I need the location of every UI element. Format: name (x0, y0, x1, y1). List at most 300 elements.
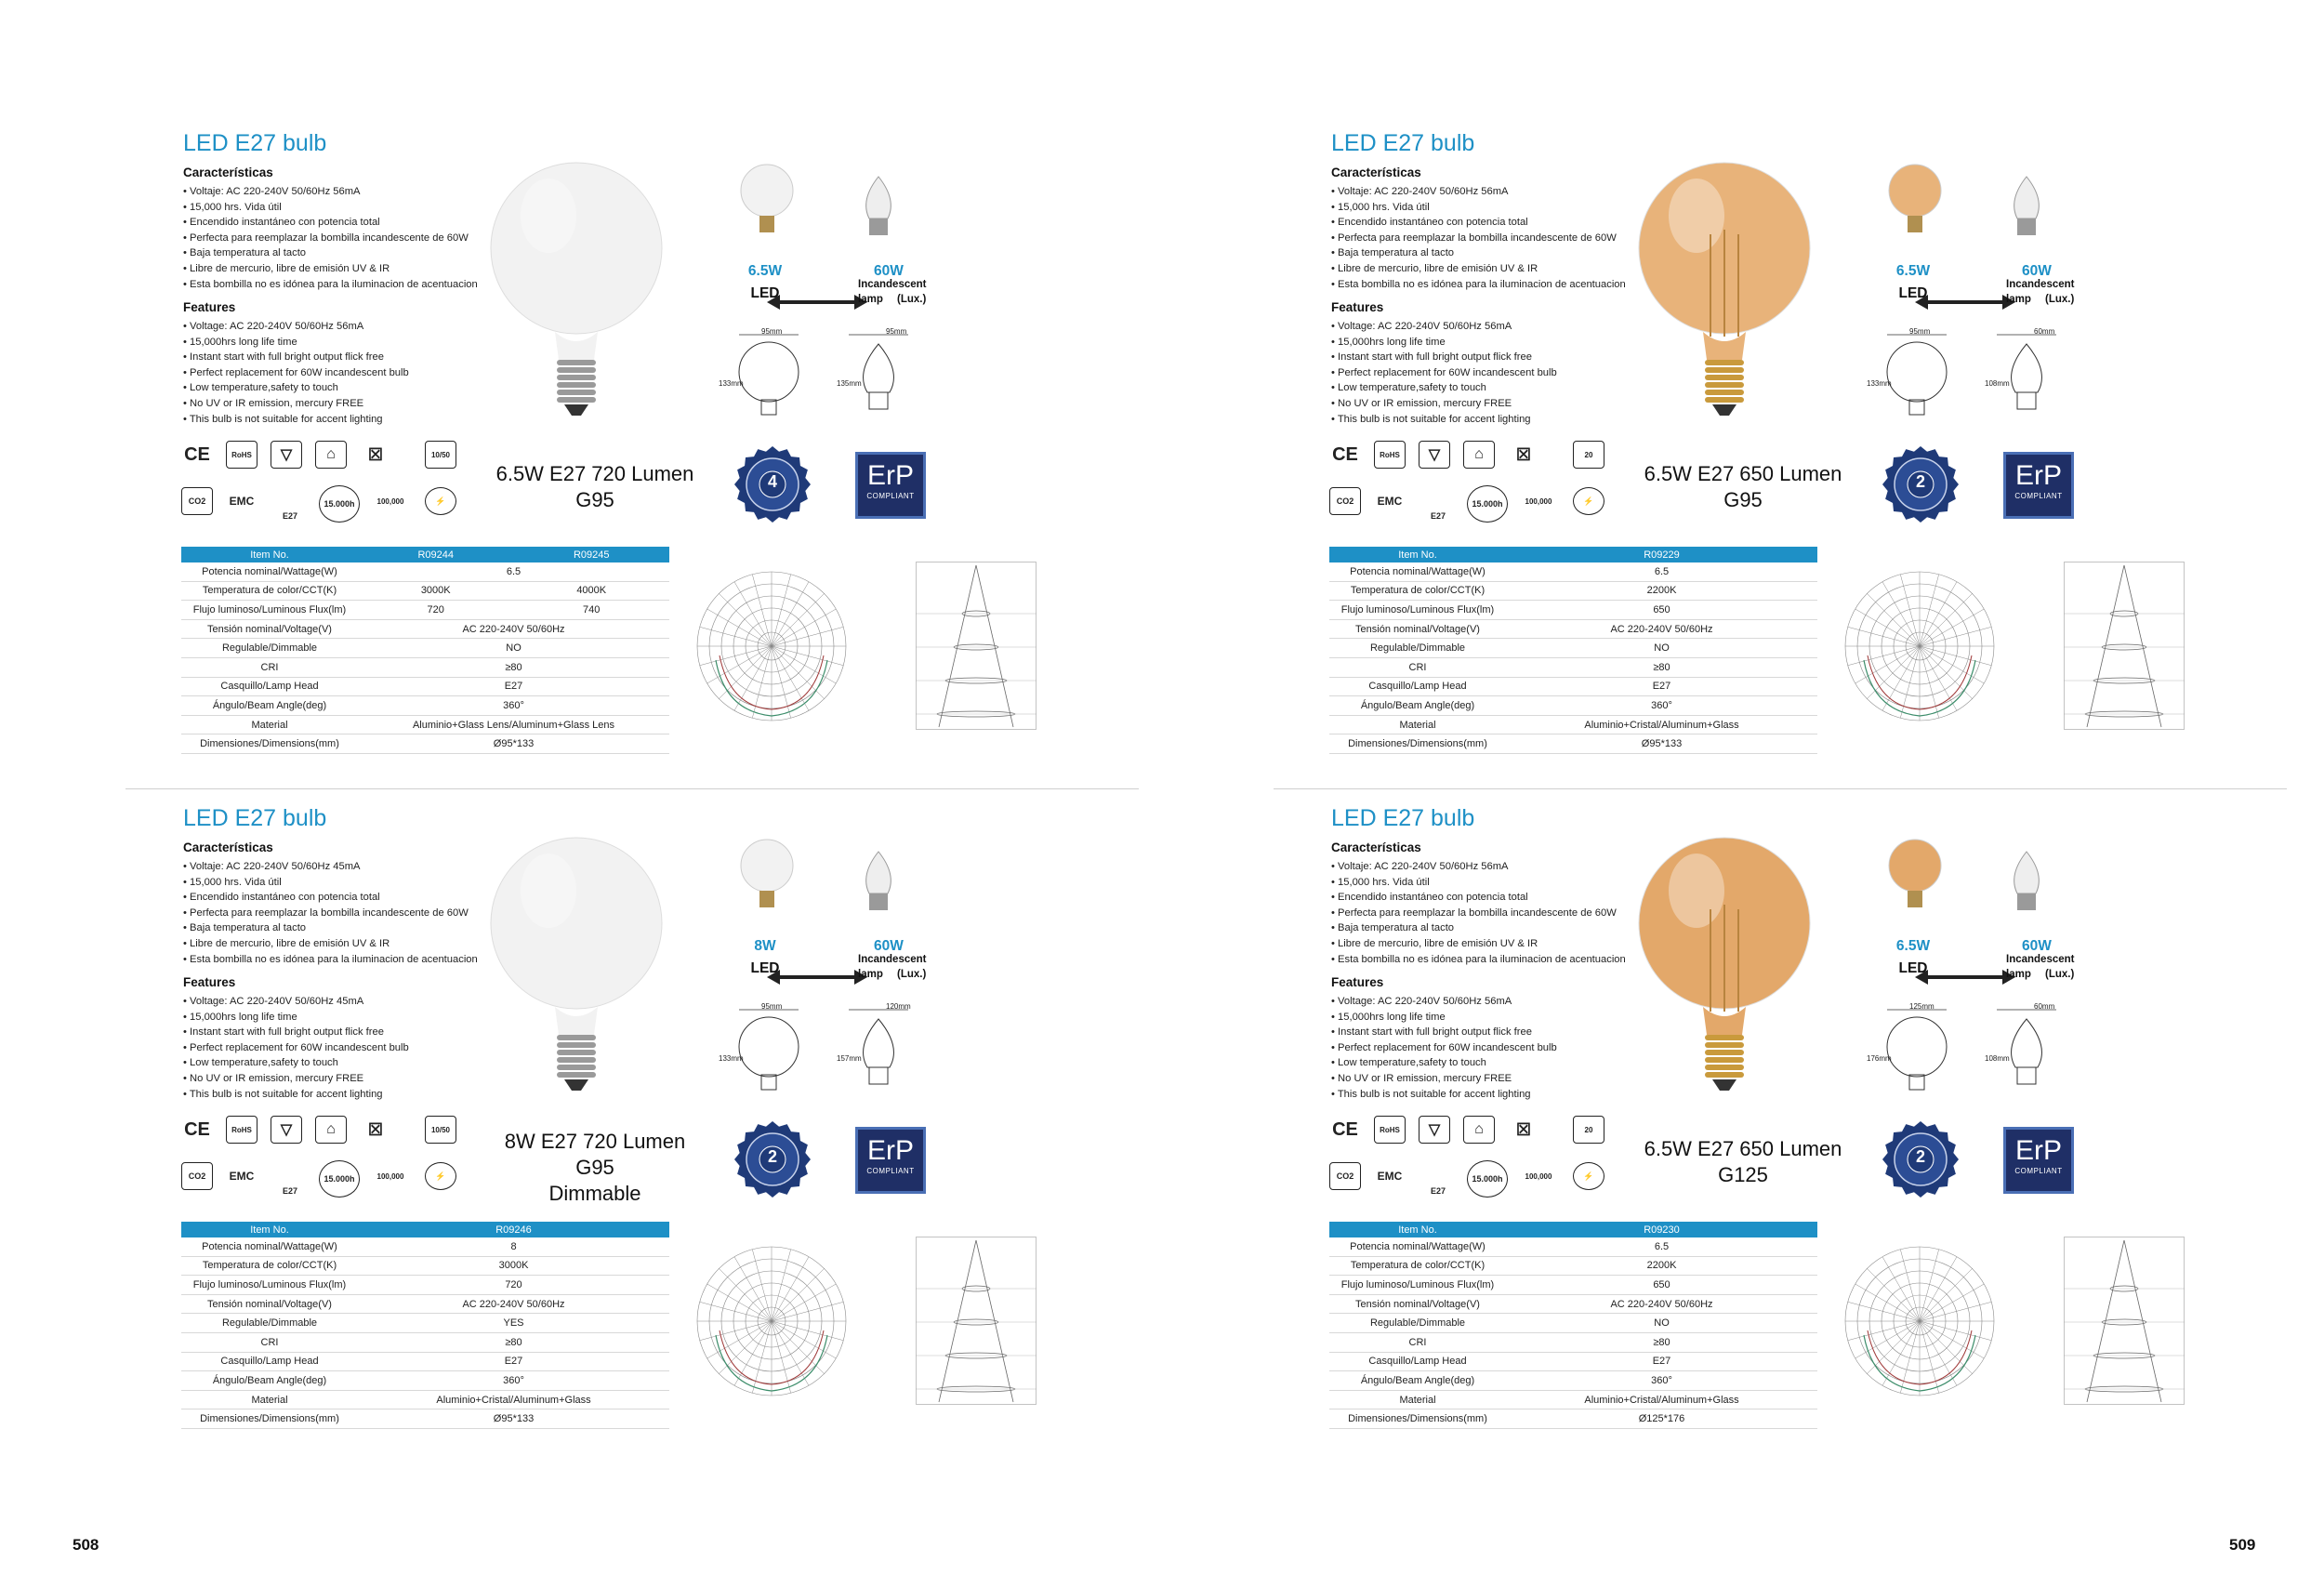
co2-icon: CO2 (1329, 1162, 1361, 1190)
row-value: 6.5 (358, 562, 669, 581)
spec-item: • Esta bombilla no es idónea para la iluminacion de acentuacion (183, 277, 478, 293)
spec-item: • This bulb is not suitable for accent lighting (1331, 1087, 1557, 1103)
divider-left (125, 788, 1139, 789)
row-value: NO (1506, 1314, 1817, 1333)
table-row (181, 1237, 669, 1256)
table-row (181, 619, 669, 639)
spec-list-en (183, 994, 409, 1102)
spec-list-en (183, 319, 409, 427)
incandescent-label: Incandescent (2006, 279, 2075, 290)
table-row (1329, 639, 1817, 658)
row-value: Ø125*176 (1506, 1409, 1817, 1429)
table-row (1329, 1294, 1817, 1314)
table-row (181, 639, 669, 658)
table-header-row (181, 547, 669, 562)
row-value: Ø95*133 (358, 1409, 669, 1429)
spec-item: • Libre de mercurio, libre de emisión UV & IR (183, 261, 478, 277)
row-label: Tensión nominal/Voltage(V) (181, 1294, 358, 1314)
product-name-line: 6.5W E27 650 Lumen (1644, 462, 1842, 485)
table-row (181, 1352, 669, 1371)
spec-item: • Baja temperatura al tacto (1331, 920, 1626, 936)
spec-item: • Perfect replacement for 60W incandescent bulb (1331, 1040, 1557, 1056)
lamp-label: lamp (858, 294, 883, 305)
bulb-image (1636, 151, 1813, 420)
led-dim-width: 125mm (1909, 1002, 1934, 1011)
heading-caracteristicas: Características (183, 165, 273, 179)
warranty-years: 2 (1915, 1147, 1925, 1166)
row-label: Potencia nominal/Wattage(W) (1329, 562, 1506, 581)
indoor-use-icon: ⌂ (1463, 441, 1495, 469)
row-value: Aluminio+Cristal/Aluminum+Glass (1506, 1390, 1817, 1409)
table-header-row (181, 1222, 669, 1237)
rohs-icon: RoHS (1374, 1116, 1406, 1144)
row-value: 650 (1506, 601, 1817, 620)
inc-dim-height: 108mm (1985, 1054, 2010, 1063)
spec-item: • Voltage: AC 220-240V 50/60Hz 56mA (1331, 994, 1557, 1010)
erp-compliant-label: COMPLIANT (866, 1167, 915, 1175)
incandescent-label: Incandescent (858, 954, 927, 965)
spec-item: • No UV or IR emission, mercury FREE (183, 1071, 409, 1087)
row-value: 360° (1506, 696, 1817, 716)
row-value: 650 (1506, 1276, 1817, 1295)
table-row (181, 657, 669, 677)
spec-item: • 15,000hrs long life time (183, 1010, 409, 1026)
row-label: Casquillo/Lamp Head (181, 677, 358, 696)
row-label: Temperatura de color/CCT(K) (181, 1256, 358, 1276)
f-mark-icon: ▽ (271, 1116, 302, 1144)
row-value: Aluminio+Cristal/Aluminum+Glass (358, 1390, 669, 1409)
row-value: 720 (358, 1276, 669, 1295)
warranty-years: 2 (767, 1147, 777, 1166)
spec-item: • Perfect replacement for 60W incandescent bulb (183, 1040, 409, 1056)
erp-label: ErP (866, 1135, 914, 1166)
row-value: ≥80 (1506, 657, 1817, 677)
divider-right (1274, 788, 2287, 789)
ce-mark-icon: CE (1332, 1118, 1358, 1140)
lamp-label: lamp (858, 969, 883, 980)
row-label: Regulable/Dimmable (181, 639, 358, 658)
row-label: Dimensiones/Dimensions(mm) (1329, 734, 1506, 754)
spec-item: • Voltaje: AC 220-240V 50/60Hz 56mA (1331, 184, 1626, 200)
row-value: E27 (1506, 677, 1817, 696)
spec-item: • No UV or IR emission, mercury FREE (1331, 396, 1557, 412)
led-dim-width: 95mm (761, 327, 783, 336)
bulb-image (488, 151, 665, 420)
spec-item: • Encendido instantáneo con potencia total (183, 215, 478, 231)
row-label: Tensión nominal/Voltage(V) (181, 619, 358, 639)
erp-compliant-label: COMPLIANT (866, 492, 915, 500)
led-label: LED (750, 960, 780, 976)
row-label: Potencia nominal/Wattage(W) (181, 1237, 358, 1256)
led-dim-height: 133mm (1867, 379, 1892, 388)
row-label: Temperatura de color/CCT(K) (1329, 1256, 1506, 1276)
illuminance-cone-diagram (2064, 562, 2185, 738)
spec-item: • Low temperature,safety to touch (1331, 1055, 1557, 1071)
row-label: CRI (181, 1332, 358, 1352)
table-row (1329, 1352, 1817, 1371)
led-label: LED (750, 285, 780, 301)
row-label: Dimensiones/Dimensions(mm) (181, 734, 358, 754)
f-mark-icon: ▽ (1419, 441, 1450, 469)
lux-label: (Lux.) (897, 969, 927, 980)
spec-item: • Voltage: AC 220-240V 50/60Hz 56mA (183, 319, 409, 335)
instant-start-icon: ⚡ (1573, 1162, 1604, 1190)
spec-list-en (1331, 994, 1557, 1102)
e27-base-icon: E27 (282, 1186, 297, 1196)
led-dim-width: 95mm (1909, 327, 1931, 336)
lamp-label: lamp (2006, 969, 2031, 980)
certification-icons (1329, 441, 1627, 534)
spec-item: • Libre de mercurio, libre de emisión UV & IR (183, 936, 478, 952)
row-value: 3000K (358, 1256, 669, 1276)
row-label: Material (1329, 715, 1506, 734)
table-row (1329, 677, 1817, 696)
spec-item: • Voltaje: AC 220-240V 50/60Hz 45mA (183, 859, 478, 875)
row-value: AC 220-240V 50/60Hz (1506, 619, 1817, 639)
spec-item: • Encendido instantáneo con potencia total (1331, 890, 1626, 906)
row-label: Tensión nominal/Voltage(V) (1329, 619, 1506, 639)
row-value: 6.5 (1506, 1237, 1817, 1256)
spec-item: • Instant start with full bright output flick free (183, 350, 409, 365)
spec-item: • Perfecta para reemplazar la bombilla incandescente de 60W (1331, 231, 1626, 246)
certification-icons (181, 441, 479, 534)
header-item-code: R09229 (1506, 547, 1817, 562)
row-value: AC 220-240V 50/60Hz (1506, 1294, 1817, 1314)
led-dim-height: 133mm (719, 1054, 744, 1063)
onoff-cycles-icon: 100,000 (376, 1171, 404, 1181)
row-value: Aluminio+Glass Lens/Aluminum+Glass Lens (358, 715, 669, 734)
row-value: 3000K (358, 581, 513, 601)
emc-icon: EMC (1377, 495, 1403, 508)
table-row (181, 562, 669, 581)
table-row (1329, 734, 1817, 754)
emc-icon: EMC (1377, 1170, 1403, 1183)
erp-compliant-badge (855, 452, 926, 519)
product-name-line: G95 (575, 1156, 614, 1179)
polar-distribution-diagram (688, 562, 855, 730)
lifetime-icon: 15.000h (319, 1160, 360, 1198)
co2-icon: CO2 (181, 1162, 213, 1190)
product-title: LED E27 bulb (1331, 805, 1475, 831)
warranty-years: 4 (767, 472, 777, 491)
row-value: Ø95*133 (1506, 734, 1817, 754)
instant-start-icon: ⚡ (425, 487, 456, 515)
table-row (181, 677, 669, 696)
product-title: LED E27 bulb (1331, 130, 1475, 156)
inc-dim-width: 95mm (886, 327, 907, 336)
row-label: Temperatura de color/CCT(K) (1329, 581, 1506, 601)
table-row (1329, 696, 1817, 716)
led-wattage: 8W (754, 938, 776, 954)
erp-label: ErP (2014, 460, 2062, 491)
switch-cycles-icon: 10/50 (425, 1116, 456, 1144)
row-value: 2200K (1506, 581, 1817, 601)
erp-label: ErP (2014, 1135, 2062, 1166)
erp-label: ErP (866, 460, 914, 491)
ce-mark-icon: CE (184, 1118, 210, 1140)
row-label: Dimensiones/Dimensions(mm) (1329, 1409, 1506, 1429)
spec-item: • Esta bombilla no es idónea para la iluminacion de acentuacion (183, 952, 478, 968)
inc-dim-width: 60mm (2034, 327, 2055, 336)
spec-item: • Voltage: AC 220-240V 50/60Hz 56mA (1331, 319, 1557, 335)
erp-compliant-label: COMPLIANT (2014, 492, 2063, 500)
product-name-line: 8W E27 720 Lumen (504, 1130, 686, 1153)
spec-item: • No UV or IR emission, mercury FREE (1331, 1071, 1557, 1087)
e27-base-icon: E27 (282, 511, 297, 521)
row-value: AC 220-240V 50/60Hz (358, 619, 669, 639)
co2-icon: CO2 (181, 487, 213, 515)
lux-label: (Lux.) (897, 294, 927, 305)
row-value: 360° (358, 696, 669, 716)
table-row (181, 601, 669, 620)
led-wattage: 6.5W (1895, 263, 1931, 279)
table-row (1329, 1314, 1817, 1333)
row-label: Flujo luminoso/Luminous Flux(lm) (181, 1276, 358, 1295)
spec-item: • Low temperature,safety to touch (183, 380, 409, 396)
incandescent-wattage: 60W (2022, 263, 2052, 279)
spec-item: • This bulb is not suitable for accent lighting (1331, 412, 1557, 428)
row-value: ≥80 (358, 1332, 669, 1352)
heading-caracteristicas: Características (1331, 165, 1421, 179)
row-label: Ángulo/Beam Angle(deg) (181, 1371, 358, 1391)
switch-cycles-icon: 10/50 (425, 441, 456, 469)
switch-cycles-icon: 20 (1573, 1116, 1604, 1144)
spec-item: • This bulb is not suitable for accent lighting (183, 412, 409, 428)
row-value: E27 (1506, 1352, 1817, 1371)
spec-item: • Encendido instantáneo con potencia total (1331, 215, 1626, 231)
row-label: Temperatura de color/CCT(K) (181, 581, 358, 601)
erp-compliant-badge (2003, 452, 2074, 519)
product-panel-1 (181, 130, 1204, 781)
heading-features: Features (183, 300, 236, 314)
table-row (181, 1390, 669, 1409)
row-label: Tensión nominal/Voltage(V) (1329, 1294, 1506, 1314)
led-label: LED (1898, 285, 1928, 301)
lifetime-icon: 15.000h (1467, 1160, 1508, 1198)
row-label: Dimensiones/Dimensions(mm) (181, 1409, 358, 1429)
instant-start-icon: ⚡ (425, 1162, 456, 1190)
row-label: CRI (181, 657, 358, 677)
table-row (1329, 1390, 1817, 1409)
polar-distribution-diagram (688, 1237, 855, 1405)
spec-item: • This bulb is not suitable for accent lighting (183, 1087, 409, 1103)
row-value: NO (1506, 639, 1817, 658)
row-value: 4000K (513, 581, 669, 601)
heading-features: Features (183, 975, 236, 989)
page-number-right: 509 (2229, 1536, 2256, 1554)
row-value: YES (358, 1314, 669, 1333)
spec-item: • No UV or IR emission, mercury FREE (183, 396, 409, 412)
row-value: E27 (358, 1352, 669, 1371)
table-row (1329, 1332, 1817, 1352)
switch-cycles-icon: 20 (1573, 441, 1604, 469)
led-wattage: 6.5W (1895, 938, 1931, 954)
row-value: E27 (358, 677, 669, 696)
inc-dim-width: 60mm (2034, 1002, 2055, 1011)
onoff-cycles-icon: 100,000 (1525, 1171, 1552, 1181)
table-row (1329, 601, 1817, 620)
instant-start-icon: ⚡ (1573, 487, 1604, 515)
spec-item: • 15,000 hrs. Vida útil (1331, 875, 1626, 891)
weee-bin-icon: ☒ (367, 1119, 384, 1139)
product-title: LED E27 bulb (183, 805, 327, 831)
lux-label: (Lux.) (2045, 294, 2075, 305)
heading-features: Features (1331, 975, 1384, 989)
spec-item: • 15,000 hrs. Vida útil (1331, 200, 1626, 216)
rohs-icon: RoHS (226, 1116, 257, 1144)
table-row (181, 1276, 669, 1295)
spec-item: • Libre de mercurio, libre de emisión UV & IR (1331, 261, 1626, 277)
erp-compliant-label: COMPLIANT (2014, 1167, 2063, 1175)
weee-bin-icon: ☒ (1515, 444, 1532, 464)
table-row (181, 1314, 669, 1333)
spec-list-es (183, 184, 478, 292)
spec-item: • 15,000 hrs. Vida útil (183, 200, 478, 216)
spec-item: • 15,000hrs long life time (1331, 335, 1557, 351)
erp-compliant-badge (2003, 1127, 2074, 1194)
spec-item: • Esta bombilla no es idónea para la iluminacion de acentuacion (1331, 277, 1626, 293)
row-label: Material (181, 715, 358, 734)
row-label: CRI (1329, 1332, 1506, 1352)
header-item-no: Item No. (181, 1222, 358, 1237)
inc-dim-height: 108mm (1985, 379, 2010, 388)
spec-item: • Esta bombilla no es idónea para la iluminacion de acentuacion (1331, 952, 1626, 968)
indoor-use-icon: ⌂ (315, 1116, 347, 1144)
rohs-icon: RoHS (226, 441, 257, 469)
incandescent-label: Incandescent (2006, 954, 2075, 965)
certification-icons (1329, 1116, 1627, 1209)
page-number-left: 508 (73, 1536, 99, 1554)
led-dim-width: 95mm (761, 1002, 783, 1011)
warranty-years: 2 (1915, 472, 1925, 491)
incandescent-wattage: 60W (874, 263, 904, 279)
table-row (181, 1332, 669, 1352)
row-label: Casquillo/Lamp Head (1329, 677, 1506, 696)
product-title: LED E27 bulb (183, 130, 327, 156)
row-label: Regulable/Dimmable (1329, 639, 1506, 658)
weee-bin-icon: ☒ (367, 444, 384, 464)
led-wattage: 6.5W (747, 263, 783, 279)
table-row (181, 1294, 669, 1314)
product-panel-2 (1329, 130, 2324, 781)
heading-caracteristicas: Características (183, 840, 273, 854)
polar-distribution-diagram (1836, 1237, 2003, 1405)
row-label: Ángulo/Beam Angle(deg) (1329, 696, 1506, 716)
lifetime-icon: 15.000h (319, 485, 360, 523)
table-row (181, 734, 669, 754)
row-value: NO (358, 639, 669, 658)
inc-dim-width: 120mm (886, 1002, 911, 1011)
spec-list-es (1331, 859, 1626, 967)
table-row (181, 1409, 669, 1429)
incandescent-label: Incandescent (858, 279, 927, 290)
table-row (1329, 562, 1817, 581)
spec-item: • Instant start with full bright output flick free (183, 1025, 409, 1040)
table-row (1329, 1276, 1817, 1295)
row-label: Ángulo/Beam Angle(deg) (181, 696, 358, 716)
indoor-use-icon: ⌂ (1463, 1116, 1495, 1144)
product-name-line: Dimmable (548, 1182, 641, 1205)
spec-item: • Encendido instantáneo con potencia total (183, 890, 478, 906)
row-value: 360° (358, 1371, 669, 1391)
row-label: Ángulo/Beam Angle(deg) (1329, 1371, 1506, 1391)
spec-item: • Perfect replacement for 60W incandescent bulb (1331, 365, 1557, 381)
row-value: Ø95*133 (358, 734, 669, 754)
spec-item: • 15,000hrs long life time (183, 335, 409, 351)
spec-item: • Low temperature,safety to touch (183, 1055, 409, 1071)
inc-dim-height: 157mm (837, 1054, 862, 1063)
spec-item: • 15,000 hrs. Vida útil (183, 875, 478, 891)
spec-item: • Perfect replacement for 60W incandescent bulb (183, 365, 409, 381)
row-label: Regulable/Dimmable (181, 1314, 358, 1333)
spec-table (1329, 547, 1817, 754)
spec-item: • Voltage: AC 220-240V 50/60Hz 45mA (183, 994, 409, 1010)
product-name-line: G125 (1718, 1163, 1768, 1186)
onoff-cycles-icon: 100,000 (376, 496, 404, 506)
spec-item: • Libre de mercurio, libre de emisión UV & IR (1331, 936, 1626, 952)
table-row (1329, 619, 1817, 639)
spec-item: • Voltaje: AC 220-240V 50/60Hz 56mA (183, 184, 478, 200)
row-label: Potencia nominal/Wattage(W) (181, 562, 358, 581)
product-name-line: G95 (575, 488, 614, 511)
table-row (1329, 715, 1817, 734)
illuminance-cone-diagram (2064, 1237, 2185, 1413)
table-row (1329, 1256, 1817, 1276)
row-value: 2200K (1506, 1256, 1817, 1276)
row-value: 740 (513, 601, 669, 620)
table-row (1329, 1237, 1817, 1256)
table-row (181, 715, 669, 734)
row-label: Flujo luminoso/Luminous Flux(lm) (1329, 1276, 1506, 1295)
incandescent-wattage: 60W (874, 938, 904, 954)
row-value: 720 (358, 601, 513, 620)
led-dim-height: 176mm (1867, 1054, 1892, 1063)
table-row (1329, 1409, 1817, 1429)
incandescent-wattage: 60W (2022, 938, 2052, 954)
spec-list-es (1331, 184, 1626, 292)
product-panel-3 (181, 805, 1204, 1456)
header-item-no: Item No. (1329, 1222, 1506, 1237)
spec-item: • 15,000hrs long life time (1331, 1010, 1557, 1026)
co2-icon: CO2 (1329, 487, 1361, 515)
row-label: Flujo luminoso/Luminous Flux(lm) (1329, 601, 1506, 620)
spec-item: • Perfecta para reemplazar la bombilla incandescente de 60W (183, 906, 478, 921)
spec-item: • Instant start with full bright output flick free (1331, 1025, 1557, 1040)
header-item-code: R09230 (1506, 1222, 1817, 1237)
product-name-line: G95 (1723, 488, 1763, 511)
row-label: Flujo luminoso/Luminous Flux(lm) (181, 601, 358, 620)
bulb-image (488, 826, 665, 1095)
e27-base-icon: E27 (1430, 511, 1446, 521)
header-item-no: Item No. (1329, 547, 1506, 562)
emc-icon: EMC (229, 1170, 255, 1183)
certification-icons (181, 1116, 479, 1209)
spec-list-en (1331, 319, 1557, 427)
row-value: ≥80 (358, 657, 669, 677)
spec-item: • Baja temperatura al tacto (183, 245, 478, 261)
row-label: Casquillo/Lamp Head (1329, 1352, 1506, 1371)
led-dim-height: 133mm (719, 379, 744, 388)
table-header-row (1329, 547, 1817, 562)
led-label: LED (1898, 960, 1928, 976)
product-name-line: 6.5W E27 720 Lumen (495, 462, 694, 485)
spec-list-es (183, 859, 478, 967)
rohs-icon: RoHS (1374, 441, 1406, 469)
ce-mark-icon: CE (1332, 443, 1358, 465)
erp-compliant-badge (855, 1127, 926, 1194)
spec-item: • Instant start with full bright output flick free (1331, 350, 1557, 365)
table-row (181, 696, 669, 716)
